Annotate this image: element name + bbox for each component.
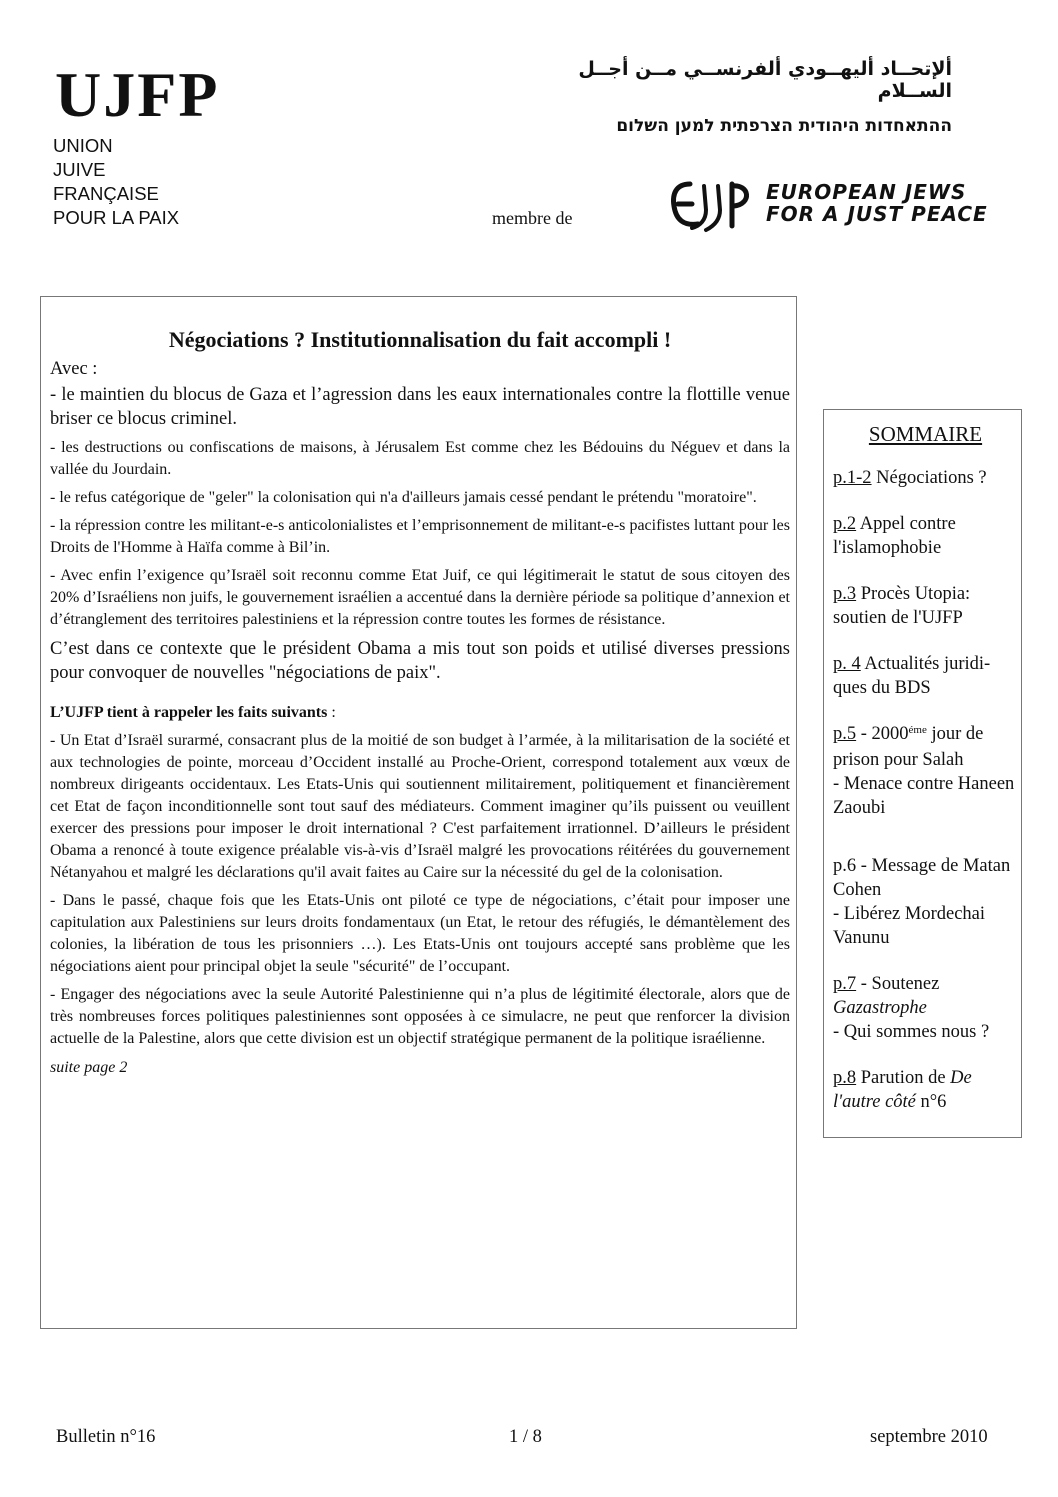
sommaire-item-text: p.6 - Message de Matan Cohen xyxy=(833,856,1011,900)
sommaire-item xyxy=(833,466,1018,490)
page-number: 1 / 8 xyxy=(509,1427,542,1447)
sommaire-item-text: - 2000 xyxy=(856,724,909,744)
ejjp-logo-text xyxy=(766,181,988,225)
ordinal-suffix: éme xyxy=(908,724,927,736)
page-link[interactable]: p.2 xyxy=(833,514,857,534)
article-paragraph: - Dans le passé, chaque fois que les Etats-Unis ont piloté ce type de négociations, c’était pour imposer une capitulation aux Palestiniens sur leurs droits fondamentaux (un Etat, le retour des réfugiés, le démantèlement des colonies, la libération de tous les prisonniers …). Les Etats-Unis ont toujours accepté sans problème que les négociations aient pour principal objet la seule "sécurité" de l’occupant. xyxy=(50,892,790,975)
page-link[interactable]: p.7 xyxy=(833,974,857,994)
ejjp-line: EUROPEAN JEWS xyxy=(766,180,967,204)
sommaire-item xyxy=(833,972,1018,1044)
article-paragraph: C’est dans ce contexte que le président Obama a mis tout son poids et utilisé diverses pressions pour convoquer de nouvelles "négociations de paix". xyxy=(50,639,790,683)
hebrew-org-name: ההתאחדות היהודית הצרפתית למען השלום xyxy=(616,116,952,136)
article-paragraph: - Engager des négociations avec la seule Autorité Palestinienne qui n’a plus de légitimité électorale, alors que de très nombreuses forces politiques palestiniennes sont opposées à ce simulacre, ne peut que renforcer la division actuelle de la Palestine, alors que cette division est un objectif stratégique permanent de la politique israélienne. xyxy=(50,986,790,1047)
sommaire-box xyxy=(823,409,1022,1138)
article-box xyxy=(40,296,797,1329)
article-paragraph: - le maintien du blocus de Gaza et l’agression dans les eaux internationales contre la flottille venue briser ce blocus criminel. xyxy=(50,385,790,429)
issue-date: septembre 2010 xyxy=(870,1427,988,1447)
sommaire-item-text: Parution de xyxy=(856,1068,951,1088)
page-link[interactable]: p. 4 xyxy=(833,654,861,674)
bulletin-number: Bulletin n°16 xyxy=(56,1427,156,1447)
arabic-org-name: ألإتحــاد أليهــودي ألفرنســي مــن أجــل الســلام xyxy=(578,58,952,102)
org-line: JUIVE xyxy=(53,159,106,180)
sommaire-list xyxy=(833,422,1018,1136)
article-paragraph: - Avec enfin l’exigence qu’Israël soit reconnu comme Etat Juif, ce qui légitimerait le statut de sous citoyen des 20% d’Israéliens non juifs, le gouvernement israélien a accentué dans la dernière période sa politique d’annexion et d’étranglement des territoires palestiniens et la répression contre toutes les formes de résistance. xyxy=(50,567,790,628)
continued-note: suite page 2 xyxy=(50,1059,128,1076)
sommaire-item-text: - Soutenez xyxy=(856,974,940,994)
org-line: FRANÇAISE xyxy=(53,183,159,204)
article-paragraph: - le refus catégorique de "geler" la colonisation qui n'a d'ailleurs jamais cessé pendant le prétendu "moratoire". xyxy=(50,489,757,506)
page-link[interactable]: p.1-2 xyxy=(833,468,872,488)
page-link[interactable]: p.3 xyxy=(833,584,857,604)
sommaire-item xyxy=(833,512,1018,560)
sommaire-item-text: Négociations ? xyxy=(871,468,987,488)
facts-heading-bold: L’UJFP tient à rappeler les faits suivants xyxy=(50,704,328,721)
sommaire-item xyxy=(833,854,1018,950)
page-link[interactable]: p.5 xyxy=(833,724,857,744)
sommaire-item-text: Procès Utopia: soutien de l'UJFP xyxy=(833,584,971,628)
sommaire-subitem: - Libérez Mordechai Vanunu xyxy=(833,904,986,948)
sommaire-item xyxy=(833,582,1018,630)
article-title: Négociations ? Institutionnalisation du fait accompli ! xyxy=(168,327,672,352)
org-line: UNION xyxy=(53,135,113,156)
org-line: POUR LA PAIX xyxy=(53,207,180,228)
sommaire-item xyxy=(833,652,1018,700)
article-body xyxy=(50,327,790,1085)
ejjp-logo-mark xyxy=(668,176,758,236)
facts-heading xyxy=(50,701,790,724)
ujfp-logo: UJFP xyxy=(55,59,220,130)
sommaire-item-text: n°6 xyxy=(915,1092,947,1112)
membre-de-label: membre de xyxy=(492,208,573,228)
sommaire-item-text: Actualités juridi-ques du BDS xyxy=(833,654,991,698)
sommaire-subitem: - Menace contre Haneen Zaoubi xyxy=(833,774,1015,818)
sommaire-item-text: Appel contre l'islamophobie xyxy=(833,514,956,558)
org-name xyxy=(53,134,179,230)
article-paragraph: - les destructions ou confiscations de maisons, à Jérusalem Est comme chez les Bédouins du Néguev et dans la vallée du Jourdain. xyxy=(50,439,790,478)
page-link[interactable]: p.8 xyxy=(833,1068,857,1088)
sommaire-subitem: - Qui sommes nous ? xyxy=(833,1022,990,1042)
sommaire-title: SOMMAIRE xyxy=(868,422,983,446)
title-italic: Gazastrophe xyxy=(833,998,927,1018)
sommaire-item xyxy=(833,1066,1018,1114)
title-italic: De l'autre côté xyxy=(833,1068,972,1112)
article-paragraph: Avec : xyxy=(50,359,98,379)
article-paragraph: - Un Etat d’Israël surarmé, consacrant plus de la moitié de son budget à l’armée, à la militarisation de la société et aux technologies de pointe, morceau d’Occident installé au Proche-Orient, correspond totalement aux vœux de nombreux dirigeants occidentaux. Les Etats-Unis qui soutiennent militairement, politiquement et financièrement cet Etat de façon inconditionnelle sont tout sauf des médiateurs. Comment imaginer qu’ils puissent ou veuillent exercer des pressions pour imposer le droit international ? C'est parfaitement irrationnel. D’ailleurs le président Obama a renoncé à toute exigence préalable vis-à-vis d’Israël malgré les provocations réitérées du gouvernement Nétanyahou et malgré les déclarations qu'il avait faites au Caire sur la nécessité du gel de la colonisation. xyxy=(50,732,790,881)
sommaire-item xyxy=(833,722,1018,820)
ejjp-line: FOR A JUST PEACE xyxy=(766,202,988,226)
sommaire-item-text: jour de prison pour Salah xyxy=(833,724,984,770)
article-paragraph: - la répression contre les militant-e-s anticolonialistes et l’emprisonnement de militant-e-s pacifistes luttant pour les Droits de l'Homme à Haïfa comme à Bil’in. xyxy=(50,517,790,556)
facts-heading-colon: : xyxy=(327,704,336,721)
